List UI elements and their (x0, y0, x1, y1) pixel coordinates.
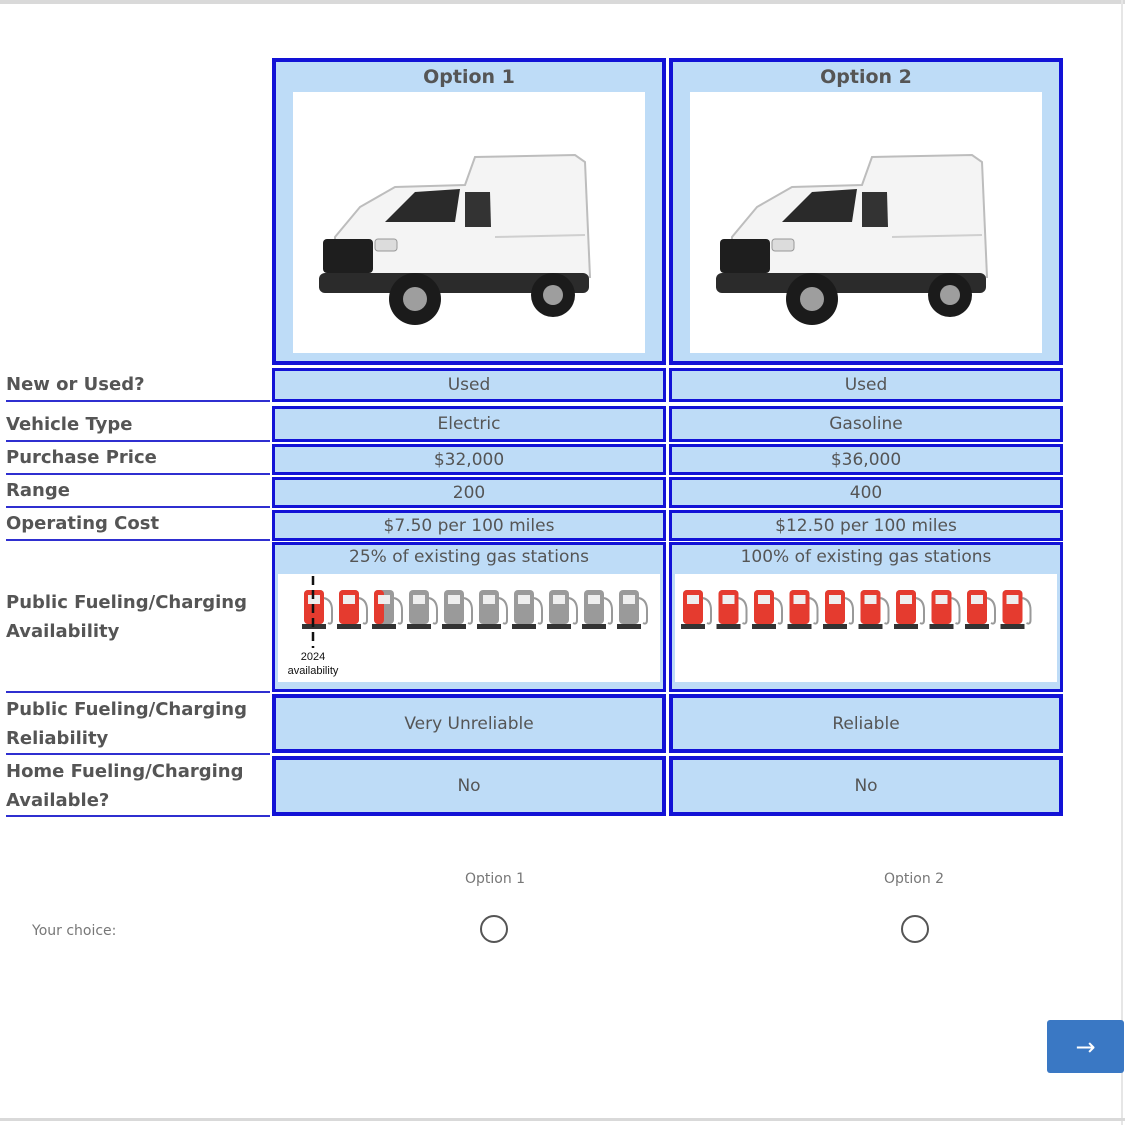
option-2-choice-label: Option 2 (884, 871, 945, 887)
fuel-pump-icon (965, 590, 995, 629)
option-2-vehicle-type: Gasoline (669, 406, 1063, 442)
option-1-vehicle-image (293, 92, 645, 353)
row-label-text: New or Used? (6, 374, 145, 395)
option-1-reliability: Very Unreliable (272, 694, 666, 753)
label-line: Available? (6, 789, 110, 811)
row-label-text: Operating Cost (6, 513, 160, 534)
fuel-pump-icon (512, 590, 542, 629)
label-line: Home Fueling/Charging (6, 760, 244, 782)
option-2-operating-cost: $12.50 per 100 miles (669, 510, 1063, 541)
row-label-purchase-price (6, 444, 270, 475)
label-line: Availability (6, 620, 120, 642)
option-1-new-or-used: Used (272, 368, 666, 402)
option-2-range: 400 (669, 477, 1063, 508)
option-1-header (272, 58, 666, 365)
row-label-text (6, 695, 247, 753)
option-2-new-or-used: Used (669, 368, 1063, 402)
label-line: Public Fueling/Charging (6, 698, 248, 720)
option-2-availability-text: 100% of existing gas stations (740, 547, 992, 567)
label-line: Reliability (6, 727, 109, 749)
fuel-pump-icon (859, 590, 889, 629)
fuel-pump-icon (337, 590, 367, 629)
label-line: Public Fueling/Charging (6, 591, 248, 613)
arrow-right-icon: → (1075, 1032, 1096, 1061)
option-1-purchase-price: $32,000 (272, 444, 666, 475)
row-label-text: Vehicle Type (6, 414, 133, 435)
option-1-operating-cost: $7.50 per 100 miles (272, 510, 666, 541)
option-1-choice-label: Option 1 (465, 871, 526, 887)
fuel-pump-icon (302, 590, 332, 629)
van-icon (690, 92, 1040, 354)
option-1-availability (272, 542, 666, 692)
fuel-pump-icon (617, 590, 647, 629)
row-label-text: Range (6, 480, 70, 501)
option-1-home-charging: No (272, 756, 666, 816)
row-label-text (6, 588, 247, 646)
option-1-vehicle-type: Electric (272, 406, 666, 442)
fuel-pump-icon (930, 590, 960, 629)
fuel-pump-icon (894, 590, 924, 629)
option-2-purchase-price: $36,000 (669, 444, 1063, 475)
option-1-availability-text: 25% of existing gas stations (349, 547, 589, 567)
row-label-text (6, 757, 244, 815)
availability-marker-label: availability (287, 665, 339, 677)
option-2-reliability: Reliable (669, 694, 1063, 753)
fuel-pump-icon (582, 590, 612, 629)
row-label-range (6, 477, 270, 508)
row-label-new-or-used (6, 366, 270, 402)
fuel-pump-icon (788, 590, 818, 629)
row-label-text: Purchase Price (6, 447, 157, 468)
option-1-range: 200 (272, 477, 666, 508)
fuel-pump-icon (442, 590, 472, 629)
row-label-vehicle-type (6, 404, 270, 442)
fuel-pump-icon (1001, 590, 1031, 629)
top-divider (0, 0, 1125, 4)
next-button[interactable] (1047, 1020, 1124, 1073)
right-divider (1121, 0, 1123, 1125)
option-2-pump-row (675, 574, 1057, 682)
pump-icons (675, 574, 1061, 686)
option-2-title: Option 2 (820, 66, 912, 88)
option-2-home-charging: No (669, 756, 1063, 816)
fuel-pump-icon (407, 590, 437, 629)
option-2-vehicle-image (690, 92, 1042, 353)
row-label-home-charging (6, 757, 270, 817)
option-1-pump-row (278, 574, 660, 682)
option-2-header (669, 58, 1063, 365)
fuel-pump-icon (477, 590, 507, 629)
fuel-pump-icon (752, 590, 782, 629)
fuel-pump-icon (681, 590, 711, 629)
fuel-pump-icon (717, 590, 747, 629)
van-icon (293, 92, 643, 354)
option-1-radio[interactable] (480, 915, 508, 943)
availability-marker-year: 2024 (300, 651, 326, 663)
option-2-radio[interactable] (901, 915, 929, 943)
option-1-title: Option 1 (423, 66, 515, 88)
fuel-pump-icon (547, 590, 577, 629)
option-2-availability (669, 542, 1063, 692)
fuel-pump-icon (823, 590, 853, 629)
fuel-pump-icon (372, 590, 402, 629)
row-label-operating-cost (6, 510, 270, 541)
row-label-reliability (6, 695, 270, 755)
bottom-divider (0, 1118, 1125, 1121)
row-label-availability (6, 543, 270, 693)
pump-icons (278, 574, 664, 686)
your-choice-label: Your choice: (32, 923, 117, 939)
